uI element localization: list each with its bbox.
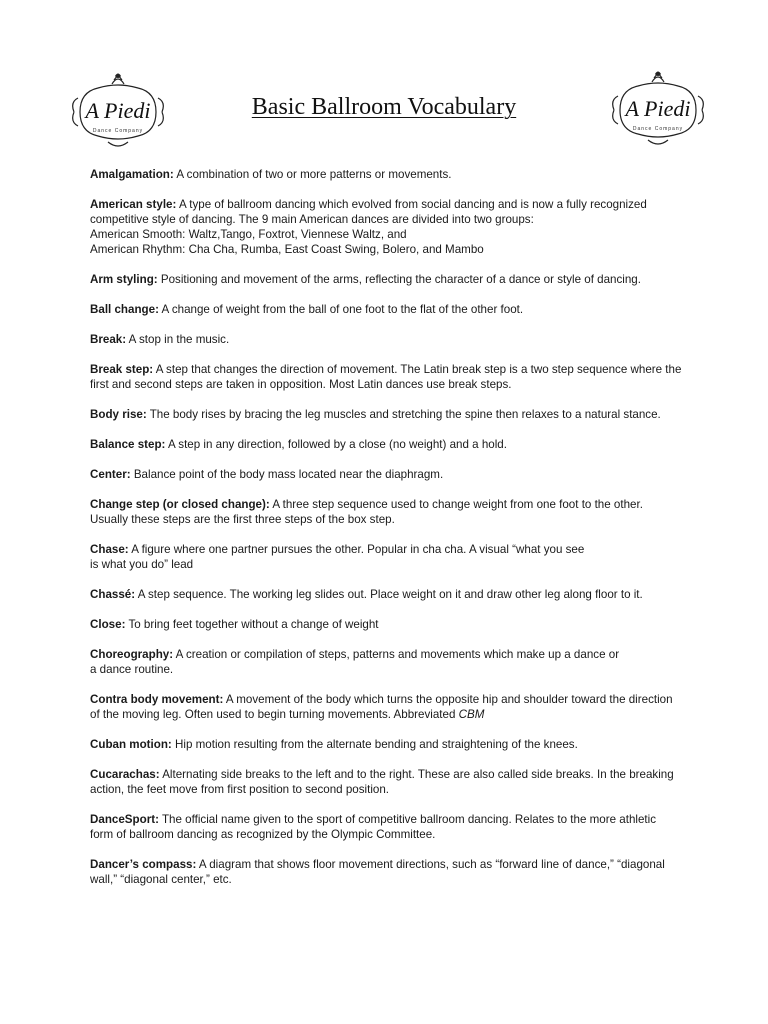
entry-term: DanceSport: (90, 813, 159, 826)
page-title: Basic Ballroom Vocabulary (251, 94, 517, 120)
entry-term: Cuban motion: (90, 738, 172, 751)
vocabulary-entry (90, 332, 682, 347)
entry-term: Choreography: (90, 648, 174, 661)
vocabulary-entry (90, 857, 682, 887)
entry-definition: A type of ballroom dancing which evolved from social dancing and is now a fully recognized competitive style of dancing. The 9 main American dances are divided into two groups: (90, 198, 647, 226)
vocabulary-entry (90, 767, 682, 797)
entry-definition: A stop in the music. (126, 333, 230, 346)
entry-term: Break step: (90, 363, 154, 376)
vocabulary-entry (90, 647, 682, 677)
vocabulary-entry (90, 497, 682, 527)
logo-wordmark-right: A Piedi (625, 96, 691, 121)
entry-term: Cucarachas: (90, 768, 160, 781)
vocabulary-list (90, 167, 682, 902)
entry-term: Amalgamation: (90, 168, 174, 181)
vocabulary-entry (90, 692, 682, 722)
entry-term: Contra body movement: (90, 693, 224, 706)
logo-wordmark-left: A Piedi (85, 98, 151, 123)
logo-subtext-right: Dance Company (632, 126, 684, 132)
entry-line: is what you do” lead (90, 558, 194, 571)
vocabulary-entry (90, 587, 682, 602)
vocabulary-entry (90, 272, 682, 287)
page-header (0, 60, 768, 160)
vocabulary-entry (90, 542, 682, 572)
entry-term: Break: (90, 333, 127, 346)
entry-definition: To bring feet together without a change of weight (125, 618, 379, 631)
entry-definition: A step in any direction, followed by a close (no weight) and a hold. (165, 438, 507, 451)
entry-term: Arm styling: (90, 273, 158, 286)
entry-term: Change step (or closed change): (90, 498, 270, 511)
entry-definition: A combination of two or more patterns or movements. (173, 168, 452, 181)
entry-definition: Alternating side breaks to the left and to the right. These are also called side breaks. In the breaking action, the feet move from first position to second position. (90, 768, 674, 796)
entry-definition: Hip motion resulting from the alternate bending and straightening of the knees. (171, 738, 578, 751)
entry-term: Body rise: (90, 408, 147, 421)
entry-term: Close: (90, 618, 126, 631)
vocabulary-entry (90, 617, 682, 632)
entry-term: Center: (90, 468, 131, 481)
vocabulary-entry (90, 467, 682, 482)
entry-definition: A movement of the body which turns the opposite hip and shoulder toward the direction of the moving leg. Often used to begin turning movements. Abbreviated (90, 693, 673, 721)
entry-definition: A change of weight from the ball of one foot to the flat of the other foot. (158, 303, 524, 316)
entry-definition: Positioning and movement of the arms, reflecting the character of a dance or style of dancing. (157, 273, 641, 286)
a-piedi-logo-icon (608, 70, 708, 150)
vocabulary-entry (90, 737, 682, 752)
entry-line: American Rhythm: Cha Cha, Rumba, East Coast Swing, Bolero, and Mambo (90, 243, 484, 256)
entry-term: Balance step: (90, 438, 166, 451)
entry-definition: The official name given to the sport of competitive ballroom dancing. Relates to the more athletic form of ballroom dancing as recognized by the Olympic Committee. (90, 813, 657, 841)
entry-definition: A figure where one partner pursues the other. Popular in cha cha. A visual “what you see (128, 543, 585, 556)
entry-abbreviation: CBM (458, 708, 485, 721)
entry-term: Chase: (90, 543, 129, 556)
entry-definition: A step that changes the direction of movement. The Latin break step is a two step sequence where the first and second steps are taken in opposition. Most Latin dances use break steps. (90, 363, 682, 391)
entry-definition: The body rises by bracing the leg muscles and stretching the spine then relaxes to a natural stance. (146, 408, 661, 421)
vocabulary-entry (90, 362, 682, 392)
vocabulary-entry (90, 407, 682, 422)
vocabulary-entry (90, 167, 682, 182)
entry-term: Ball change: (90, 303, 159, 316)
entry-term: Chassé: (90, 588, 136, 601)
logo-subtext-left: Dance Company (92, 128, 144, 134)
entry-definition: A creation or compilation of steps, patterns and movements which make up a dance or (173, 648, 620, 661)
vocabulary-entry (90, 302, 682, 317)
entry-term: Dancer’s compass: (90, 858, 197, 871)
entry-definition: Balance point of the body mass located near the diaphragm. (130, 468, 444, 481)
entry-definition: A three step sequence used to change weight from one foot to the other. Usually these steps are the first three steps of the box step. (90, 498, 643, 526)
entry-line: a dance routine. (90, 663, 174, 676)
entry-definition: A step sequence. The working leg slides out. Place weight on it and draw other leg along floor to it. (135, 588, 643, 601)
entry-term: American style: (90, 198, 177, 211)
vocabulary-entry (90, 812, 682, 842)
vocabulary-entry (90, 197, 682, 257)
logo-graphic-right (608, 70, 708, 150)
vocabulary-entry (90, 437, 682, 452)
entry-definition: A diagram that shows floor movement directions, such as “forward line of dance,” “diagonal wall,” “diagonal center,” etc. (90, 858, 665, 886)
entry-line: American Smooth: Waltz,Tango, Foxtrot, Viennese Waltz, and (90, 228, 407, 241)
